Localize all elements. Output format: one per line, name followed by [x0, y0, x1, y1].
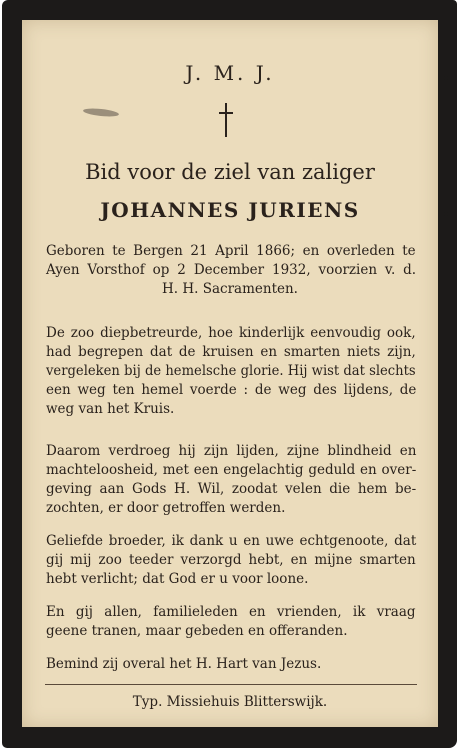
paragraph-line: Daarom verdroeg hij zijn lijden, zijne blindheid en — [46, 443, 417, 459]
paragraph-line: had begrepen dat de kruisen en smarten niets zijn, — [46, 344, 416, 360]
paragraph-line: geene tranen, maar gebeden en offeranden. — [46, 623, 348, 639]
paragraph-line: gij mij zoo teeder verzorgd hebt, en mijne smarten — [46, 552, 416, 568]
paragraph-line: machteloosheid, met een engelachtig geduld en over- — [46, 462, 417, 478]
paragraph-line: een weg ten hemel voerde : de weg des lijdens, de — [46, 382, 417, 398]
paragraph-line: Geliefde broeder, ik dank u en uwe echtgenoote, dat — [46, 533, 417, 549]
paragraph-line: Bemind zij overal het H. Hart van Jezus. — [46, 656, 322, 672]
paragraph-line: vergeleken bij de hemelsche glorie. Hij wist dat slechts — [46, 363, 416, 379]
jmj-heading: J. M. J. — [185, 61, 275, 85]
intro-line: H. H. Sacramenten. — [162, 281, 298, 297]
paragraph-line: weg van het Kruis. — [46, 401, 175, 417]
prayer-line: Bid voor de ziel van zaliger — [85, 160, 375, 184]
paragraph-line: geving aan Gods H. Wil, zoodat velen die hem be- — [46, 481, 417, 497]
paragraph-line: hebt verlicht; dat God er u voor loone. — [46, 571, 309, 587]
intro-line: Ayen Vorsthof op 2 December 1932, voorzien v. d. — [46, 262, 417, 278]
intro-line: Geboren te Bergen 21 April 1866; en overleden te — [46, 243, 416, 259]
ink-speck — [450, 140, 453, 143]
paragraph-line: zochten, er door getroffen werden. — [46, 500, 286, 516]
printer-credit: Typ. Missiehuis Blitterswijk. — [132, 694, 328, 710]
ink-speck — [444, 76, 448, 80]
divider — [45, 684, 417, 685]
cross-icon — [219, 103, 233, 137]
deceased-name: JOHANNES JURIENS — [100, 198, 360, 222]
ink-speck — [444, 212, 448, 216]
paragraph-line: En gij allen, familieleden en vrienden, ik vraag — [46, 604, 416, 620]
paragraph-line: De zoo diepbetreurde, hoe kinderlijk eenvoudig ook, — [46, 325, 416, 341]
